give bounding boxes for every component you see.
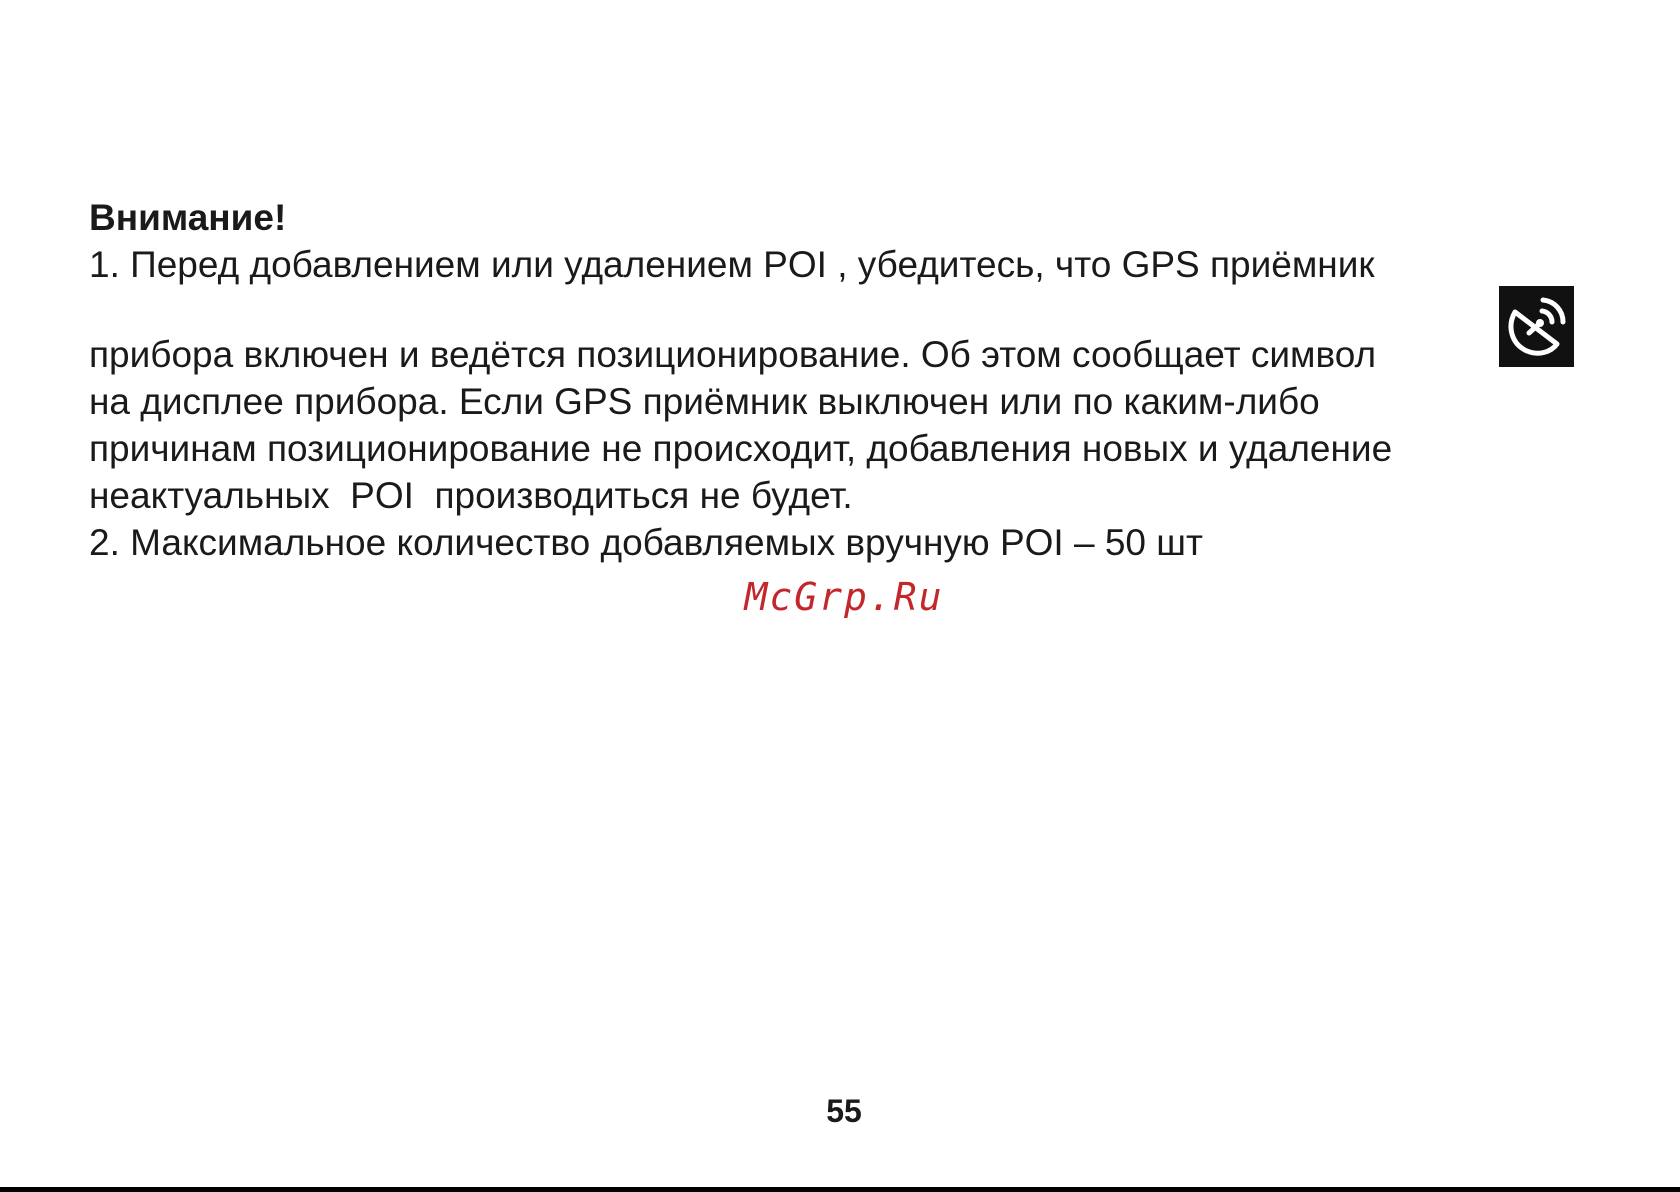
notice-line-4: причинам позиционирование не происходит, добавления новых и удаление — [89, 428, 1393, 469]
notice-line-1: 1. Перед добавлением или удалением POI , убедитесь, что GPS приёмник — [89, 244, 1375, 285]
notice-line-3: на дисплее прибора. Если GPS приёмник выключен или по каким-либо — [89, 381, 1320, 422]
notice-line-5: неактуальных POI производиться не будет. — [89, 475, 853, 516]
notice-heading: Внимание! — [89, 197, 287, 238]
page-number: 55 — [826, 1093, 862, 1129]
notice-line-6: 2. Максимальное количество добавляемых вручную POI – 50 шт — [89, 522, 1203, 563]
bottom-rule — [0, 1187, 1680, 1192]
gps-satellite-icon — [1499, 286, 1574, 367]
notice-line-2: прибора включен и ведётся позиционирование. Об этом сообщает символ — [89, 334, 1377, 375]
watermark: McGrp.Ru — [744, 575, 944, 619]
